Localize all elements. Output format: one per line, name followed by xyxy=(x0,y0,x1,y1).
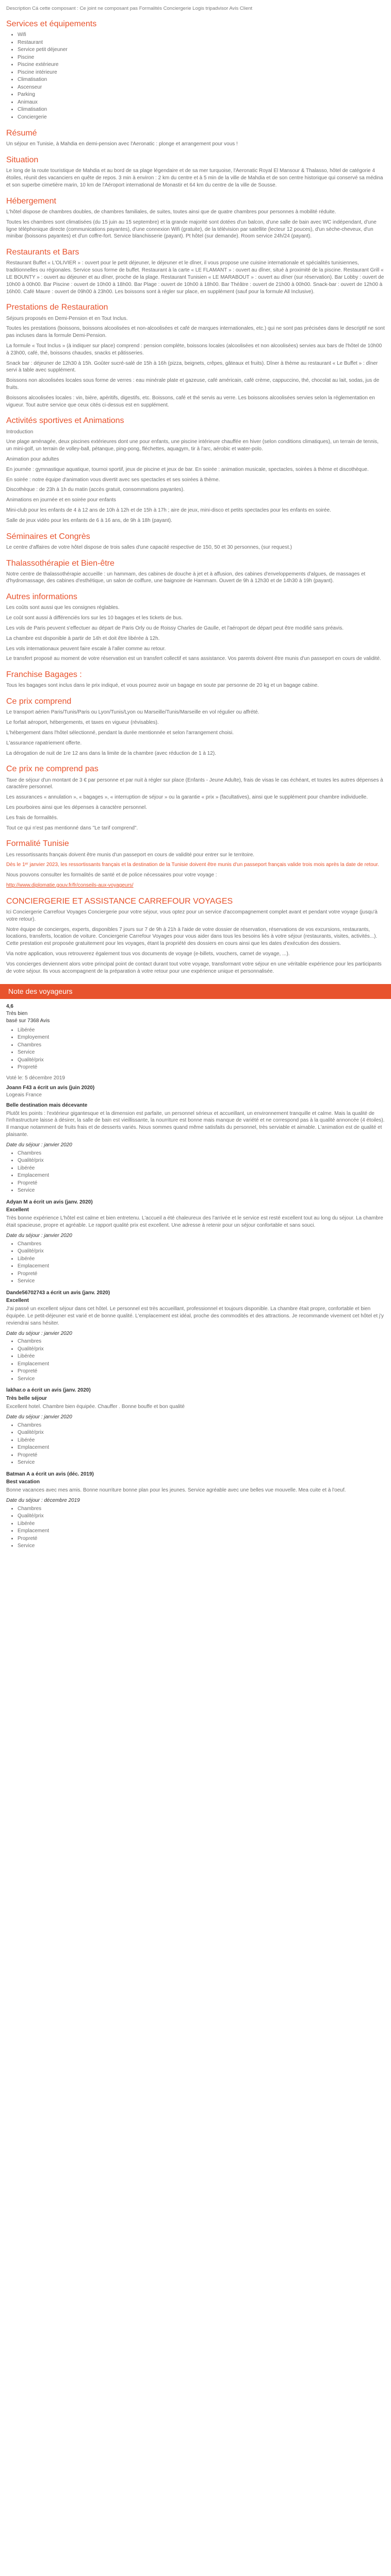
review-text: Bonne vacances avec mes amis. Bonne nourriture bonne plan pour les jeunes. Service agréable avec une belles vue mouvelle. Mea cuite et à l'oeuf. xyxy=(6,1487,346,1494)
review-ratings xyxy=(6,1150,385,1195)
seminaires-title: Séminaires et Congrès xyxy=(6,532,90,541)
review-author: Dande56702743 a écrit un avis (janv. 2020) xyxy=(6,1290,110,1296)
service-item: • Ascenseur xyxy=(18,84,385,92)
activites-p9: Salle de jeux vidéo pour les enfants de 6 à 16 ans, de 9h à 18h (payant). xyxy=(6,517,172,523)
restaurants-title: Restaurants et Bars xyxy=(6,248,79,257)
review-rating: • Propreté xyxy=(18,1452,385,1460)
service-item: • Piscine xyxy=(18,54,385,62)
review-ratings xyxy=(6,1505,385,1550)
service-item: • Animaux xyxy=(18,99,385,107)
review-item xyxy=(6,1471,385,1550)
restaurants-text: Restaurant Buffet « L'OLIVIER » : ouvert pour le petit déjeuner, le déjeuner et le dîner, il vous propose une cuisine internationale et spécialités tunisiennes, traditionnelles ou régionales. Service sous forme de buffet. Restaurant à la carte « LE FLAMANT » : ouvert au dîner, situé à proximité de la piscine. Restaurant Grill « LE BOUNTY » : ouvert au déjeuner et au dîner, proche de la plage. Restaurant Tunisien « LE MARABOUT » : ouvert au dîner (sur réservation). Bar Lobby : ouvert de 10h00 à 00h00. Bar Piscine : ouvert de 10h00 à 18h00. Bar Plage : ouvert de 10h00 à 18h00. Bar Théâtre : ouvert de 21h00 à 00h00. Snack-bar : ouvert de 12h00 à 16h00. Café Maure : ouvert de 09h00 à 23h00. Les boissons sont à régler sur place, en supplément (sauf pour la formule All Inclusive). xyxy=(6,260,384,295)
hebergement-title: Hébergement xyxy=(6,196,56,206)
situation-title: Situation xyxy=(6,156,39,165)
service-item: • Piscine intérieure xyxy=(18,69,385,77)
review-rating: • Libérée xyxy=(18,1520,385,1528)
review-rating: • Qualité/prix xyxy=(18,1429,385,1437)
prestations-p1: Séjours proposés en Demi-Pension et en Tout Inclus. xyxy=(6,315,128,321)
review-title: Excellent xyxy=(6,1207,29,1213)
review-author: lakhar.o a écrit un avis (janv. 2020) xyxy=(6,1387,91,1394)
activites-p8: Mini-club pour les enfants de 4 à 12 ans de 10h à 12h et de 15h à 17h ; aire de jeux, mini-disco et petits spectacles pour les enfants en soirée. xyxy=(6,507,331,513)
review-rating: • Propreté xyxy=(18,1535,385,1543)
review-score-label: Très bien xyxy=(6,1010,28,1016)
prestations-p4: Snack bar : déjeuner de 12h30 à 15h. Goûter sucré-salé de 15h à 16h (pizza, beignets, crêpes, gâteaux et fruits). Dîner à thème au restaurant « Le Buffet » : dîner servi à table avec supplément. xyxy=(6,360,378,374)
seminaires-text: Le centre d'affaires de votre hôtel dispose de trois salles d'une capacité respective de 150, 50 et 30 personnes, (sur request.) xyxy=(6,544,292,550)
review-rating: • Qualité/prix xyxy=(18,1346,385,1353)
review-ratings xyxy=(6,1422,385,1467)
review-tag: • Chambres xyxy=(18,1042,385,1049)
autres-p4: La chambre est disponible à partir de 14h et doit être libérée à 12h. xyxy=(6,635,160,641)
formalite-title: Formalité Tunisie xyxy=(6,839,69,849)
review-tag: • Employement xyxy=(18,1034,385,1042)
review-rating: • Libérée xyxy=(18,1256,385,1263)
review-location: Logeais France xyxy=(6,1092,42,1098)
review-rating: • Libérée xyxy=(18,1353,385,1361)
autres-p2: Le coût sont aussi à différenciés lors sur les 10 bagages et les tickets de bus. xyxy=(6,615,183,621)
review-ratings xyxy=(6,1338,385,1383)
autres-p6: Le transfert proposé au moment de votre réservation est un transfert collectif et sans assistance. Vos parents doivent être munis d'un passeport en cours de validité. xyxy=(6,656,381,662)
review-stay-date: Date du séjour : décembre 2019 xyxy=(6,1498,80,1504)
services-title: Services et équipements xyxy=(6,20,97,29)
activites-title: Activités sportives et Animations xyxy=(6,416,124,426)
activites-p4: En journée : gymnastique aquatique, tournoi sportif, jeux de piscine et jeux de bar. En soirée : animation musicale, spectacles, soirées à thème et discothèque. xyxy=(6,466,369,472)
review-item xyxy=(6,1387,385,1466)
prix-comprend-p2: Le forfait aéroport, hébergements, et taxes en vigueur (révisables). xyxy=(6,720,159,726)
service-item: • Restaurant xyxy=(18,39,385,47)
prestations-p2: Toutes les prestations (boissons, boissons alcoolisées et non-alcoolisées et café de marques internationales, etc.) qui ne sont pas précisées dans le descriptif ne sont pas incluses dans la formule Demi-Pension. xyxy=(6,326,385,339)
franchise-text: Tous les bagages sont inclus dans le prix indiqué, et vous pourrez avoir un bagage en soute par personne de 20 kg et un bagage cabine. xyxy=(6,683,319,689)
review-rating: • Propreté xyxy=(18,1270,385,1278)
formalite-link[interactable]: http://www.diplomatie.gouv.fr/fr/conseils-aux-voyageurs/ xyxy=(6,882,134,888)
service-item: • Climatisation xyxy=(18,76,385,84)
review-tag: • Service xyxy=(18,1049,385,1057)
autres-p5: Les vols internationaux peuvent faire escale à l'aller comme au retour. xyxy=(6,646,166,652)
review-rating: • Chambres xyxy=(18,1338,385,1346)
review-rating: • Chambres xyxy=(18,1422,385,1430)
review-rating: • Qualité/prix xyxy=(18,1248,385,1256)
conciergerie-p2: Notre équipe de concierges, experts, disponibles 7 jours sur 7 de 9h à 21h à l'aide de votre dossier de réservation, réservations de vos excursions, restaurants, locations, transferts, location de voiture. Conciergerie Carrefour Voyages pour vous aider dans tous les besoins liés à votre séjour (restaurants, visites, activités...). Cette prestation est proposée gratuitement pour les voyages, étant la propriété des dossiers en cours ainsi que les dates d'exécution des dossiers. xyxy=(6,926,378,947)
conciergerie-p3: Via notre application, vous retrouverez également tous vos documents de voyage (e-billets, vouchers, carnet de voyage, ...). xyxy=(6,951,290,957)
review-stay-date: Date du séjour : janvier 2020 xyxy=(6,1414,72,1420)
review-tag: • Qualité/prix xyxy=(18,1057,385,1064)
prix-ne-comprend-p3: Les pourboires ainsi que les dépenses à caractère personnel. xyxy=(6,804,147,810)
activites-p6: Discothèque : de 23h à 1h du matin (accès gratuit, consommations payantes). xyxy=(6,487,185,493)
review-text: Très bonne expérience L'hôtel est calme et bien entretenu. L'accueil a été chaleureux des l'arrivée et le service est resté excellent tout au long du séjour. La chambre était spacieuse, propre et agréable. Le rapport qualité prix est excellent. Une adresse à retenir pour un séjour confortable et sans souci. xyxy=(6,1215,383,1229)
prix-ne-comprend-p1: Taxe de séjour d'un montant de 3 € par personne et par nuit à régler sur place (Enfants - Jeune Adulte), frais de visas le cas échéant, et toutes les autres dépenses à caractère personnel. xyxy=(6,777,383,790)
service-item: • Service petit déjeuner xyxy=(18,46,385,54)
page-description: Description Cá cette composant : Ce joint ne composant pas Formalités Conciergerie Logis tripadvisor Avis Client xyxy=(6,6,253,11)
review-stay-date: Date du séjour : janvier 2020 xyxy=(6,1142,72,1148)
autres-p1: Les coûts sont aussi que les consignes réglables. xyxy=(6,605,120,611)
review-item xyxy=(6,1290,385,1383)
review-item xyxy=(6,1027,385,1195)
franchise-title: Franchise Bagages : xyxy=(6,670,82,680)
review-author: Adyan M a écrit un avis (janv. 2020) xyxy=(6,1199,93,1205)
review-rating: • Service xyxy=(18,1376,385,1383)
review-title: Best vacation xyxy=(6,1479,40,1485)
prix-comprend-p5: La dérogation de nuit de 1re 12 ans dans la limite de la chambre (avec réduction de 1 à 12). xyxy=(6,750,216,756)
conciergerie-p1: Ici Conciergerie Carrefour Voyages Conciergerie pour votre séjour, vous optez pour un service d'accompagnement complet avant et pendant votre voyage (jusqu'à votre retour). xyxy=(6,909,378,922)
review-rating: • Emplacement xyxy=(18,1263,385,1270)
review-rating: • Service xyxy=(18,1187,385,1195)
review-score: 4,6 xyxy=(6,1004,13,1010)
review-rating: • Propreté xyxy=(18,1180,385,1188)
review-rating: • Emplacement xyxy=(18,1361,385,1368)
thalasso-title: Thalassothérapie et Bien-être xyxy=(6,558,115,568)
prestations-p5: Boissons non alcoolisées locales sous forme de verres : eau minérale plate et gazeuse, café américain, café crème, cappuccino, thé, chocolat au lait, sodas, jus de fruits. xyxy=(6,378,380,391)
review-rating: • Chambres xyxy=(18,1505,385,1513)
review-stay-date: Date du séjour : janvier 2020 xyxy=(6,1330,72,1336)
prix-ne-comprend-p5: Tout ce qui n'est pas mentionné dans "Le tarif comprend". xyxy=(6,825,138,831)
service-item: • Parking xyxy=(18,91,385,99)
prix-ne-comprend-title: Ce prix ne comprend pas xyxy=(6,765,99,774)
review-text: J'ai passé un excellent séjour dans cet hôtel. Le personnel est très accueillant, professionnel et toujours disponible. La chambre était propre, confortable et bien équipée. Le petit-déjeuner est varié et de bonne qualité. L'emplacement est idéal, proche des commodités et des attractions. Je recommande vivement cet hôtel et j'y reviendrai sans hésiter. xyxy=(6,1306,384,1326)
review-tags xyxy=(6,1027,385,1072)
review-title: Très belle séjour xyxy=(6,1396,47,1402)
review-item xyxy=(6,1199,385,1285)
formalite-p1: Les ressortissants français doivent être munis d'un passeport en cours de validité pour entrer sur le territoire. xyxy=(6,852,255,858)
prix-comprend-p3: L'hébergement dans l'hôtel sélectionné, pendant la durée mentionnée et selon l'arrangement choisi. xyxy=(6,730,234,736)
prix-ne-comprend-p4: Les frais de formalités. xyxy=(6,815,58,821)
activites-p5: En soirée : notre équipe d'animation vous divertit avec ses spectacles et ses soirées à thème. xyxy=(6,477,220,483)
service-item: • Wifi xyxy=(18,31,385,39)
review-rating: • Service xyxy=(18,1543,385,1550)
review-rating: • Libérée xyxy=(18,1437,385,1445)
review-title: Belle destination mais décevante xyxy=(6,1102,88,1108)
review-ratings xyxy=(6,1241,385,1285)
prix-comprend-p1: Le transport aérien Paris/Tunis/Paris ou Lyon/Tunis/Lyon ou Marseille/Tunis/Marseille en vol régulier ou affrété. xyxy=(6,709,259,716)
review-rating: • Qualité/prix xyxy=(18,1157,385,1165)
prix-comprend-title: Ce prix comprend xyxy=(6,697,72,706)
review-rating: • Emplacement xyxy=(18,1172,385,1180)
service-item: • Climatisation xyxy=(18,106,385,114)
prix-ne-comprend-p2: Les assurances « annulation », « bagages », « interruption de séjour » ou la garantie « prix » (facultatives), ainsi que le supplément pour chambre individuelle. xyxy=(6,794,368,801)
service-item: • Conciergerie xyxy=(18,114,385,122)
review-rating: • Service xyxy=(18,1459,385,1467)
formalite-p2: Dès le 1ᵉʳ janvier 2023, les ressortissants français et la destination de la Tunisie doivent être munis d'un passeport français valide trois mois après la date de retour. xyxy=(6,862,379,868)
conciergerie-title: CONCIERGERIE ET ASSISTANCE CARREFOUR VOYAGES xyxy=(6,896,233,906)
situation-text: Le long de la route touristique de Mahdia et au bord de sa plage légendaire et de sa mer turquoise, l'Aeronatic Royal El Mansour & Thalasso, hôtel de catégorie 4 étoiles, réunit des vacanciers en quête de repos. 3 min à environ : 2 km du centre et à 5 min de la ville de Mahdia et de son centre historique qui conservé sa médina et son superbe cimetière marin, 10 km de l'Aéroport international de Monastir et 64 km du centre de la ville de Sousse. xyxy=(6,168,383,189)
review-count: basé sur 7368 Avis xyxy=(6,1018,50,1024)
review-date-line: Voté le: 5 décembre 2019 xyxy=(6,1075,65,1081)
review-rating: • Propreté xyxy=(18,1368,385,1376)
resume-text: Un séjour en Tunisie, à Mahdia en demi-pension avec l'Aeronatic : plonge et arrangement pour vous ! xyxy=(6,141,238,147)
thalasso-text: Notre centre de thalassothérapie accueille : un hammam, des cabines de douche à jet et à affusion, des cabines d'enveloppements d'algues, de massages et d'hydromassage, des cabines d'esthétique, un salon de coiffure, une baignoire de Hammam. Ouvert de 9h à 12h30 et de 14h30 à 19h (payant). xyxy=(6,571,366,584)
review-stay-date: Date du séjour : janvier 2020 xyxy=(6,1232,72,1239)
resume-title: Résumé xyxy=(6,129,37,138)
prestations-p6: Boissons alcoolisées locales : vin, bière, apéritifs, digestifs, etc. Boissons, café et thé servis au verre. Les boissons alcoolisées servies selon la réglementation en vigueur. Tout autre service que ceux cités ci-dessus est en supplément. xyxy=(6,395,375,408)
review-rating: • Service xyxy=(18,1278,385,1285)
review-rating: • Emplacement xyxy=(18,1528,385,1535)
review-rating: • Emplacement xyxy=(18,1444,385,1452)
review-title: Excellent xyxy=(6,1298,29,1304)
prestations-p3: La formule « Tout Inclus » (à indiquer sur place) comprend : pension complète, boissons locales (alcoolisées et non alcoolisées) servies aux bars de l'hôtel de 10h00 à 23h00, café, thé, boissons chaudes, snacks et pâtisseries. xyxy=(6,343,382,356)
formalite-p3: Nous pouvons consulter les formalités de santé et de police nécessaires pour votre voyage : xyxy=(6,872,217,878)
autres-title: Autres informations xyxy=(6,592,77,602)
conciergerie-p4: Vos concierges deviennent alors votre principal point de contact durant tout votre voyage, transformant votre séjour en une véritable expérience pour les participants de votre séjour. Ils vous accompagnent de la préparation à votre retour pour une expérience unique et personnalisée. xyxy=(6,961,382,974)
review-text: Excellent hotel. Chambre bien équipée. Chauffer . Bonne bouffe et bon qualité xyxy=(6,1404,185,1410)
review-rating: • Libérée xyxy=(18,1165,385,1173)
review-tag: • Propreté xyxy=(18,1064,385,1072)
autres-p3: Les vols de Paris peuvent s'effectuer au départ de Paris Orly ou de Roissy Charles de Gaulle, et l'aéroport de départ peut être modifié sans préavis. xyxy=(6,625,344,632)
activites-p7: Animations en journée et en soirée pour enfants xyxy=(6,497,116,503)
service-item: • Piscine extérieure xyxy=(18,61,385,69)
review-score-box xyxy=(6,999,385,1025)
activites-p2: Une plage aménagée, deux piscines extérieures dont une pour enfants, une piscine intérieure chauffée en hiver (selon conditions climatiques), un terrain de tennis, un mini-golf, un terrain de volley-ball, pétanque, ping-pong, fléchettes, aquagym, tir à l'arc, aérobic et water-polo. xyxy=(6,439,379,452)
review-rating: • Chambres xyxy=(18,1241,385,1248)
review-author: Joann F43 a écrit un avis (juin 2020) xyxy=(6,1085,95,1091)
hebergement-p2: Toutes les chambres sont climatisées (du 15 juin au 15 septembre) et la grande majorité sont dotées d'un balcon, d'une salle de bain avec WC indépendant, d'une ligne téléphonique directe (communications payantes), d'une connexion Wifi (gratuite), de la télévision par satellite (lecteur 12 pouces), d'un sèche-cheveux, d'un minibar (boissons payantes) et d'un coffre-fort. Service blanchisserie (payant). Pt hôtel (sur demande). Room service 24h/24 (payant). xyxy=(6,219,377,240)
review-author: Batman A a écrit un avis (déc. 2019) xyxy=(6,1471,94,1477)
review-text: Plutôt les points : l'extérieur gigantesque et la dimension est parfaite, un personnel sérieux et accueillant, un environnement tranquille et calme. Mais la qualité de l'infrastructure laisse à désirer, la salle de bain est vieillissante, la nourriture est bonne mais manque de variété et ne correspond pas à la qualité annoncée (4 étoiles). Il manque notamment de fruits frais et de desserts variés. Nous sommes quand même satisfaits du personnel, très serviable et aimable. L'animation est de qualité et plaisante. xyxy=(6,1110,385,1138)
hebergement-p1: L'hôtel dispose de chambres doubles, de chambres familiales, de suites, toutes ainsi que de quatre chambres pour personnes à mobilité réduite. xyxy=(6,209,336,215)
reviews-header: Note des voyageurs xyxy=(0,984,391,999)
activites-p3: Animation pour adultes xyxy=(6,456,59,462)
prix-comprend-p4: L'assurance rapatriement offerte. xyxy=(6,740,82,746)
review-tag: • Libérée xyxy=(18,1027,385,1035)
review-rating: • Qualité/prix xyxy=(18,1513,385,1520)
services-list xyxy=(6,31,385,121)
review-rating: • Chambres xyxy=(18,1150,385,1158)
prestations-title: Prestations de Restauration xyxy=(6,303,108,312)
activites-p1: Introduction xyxy=(6,429,34,435)
